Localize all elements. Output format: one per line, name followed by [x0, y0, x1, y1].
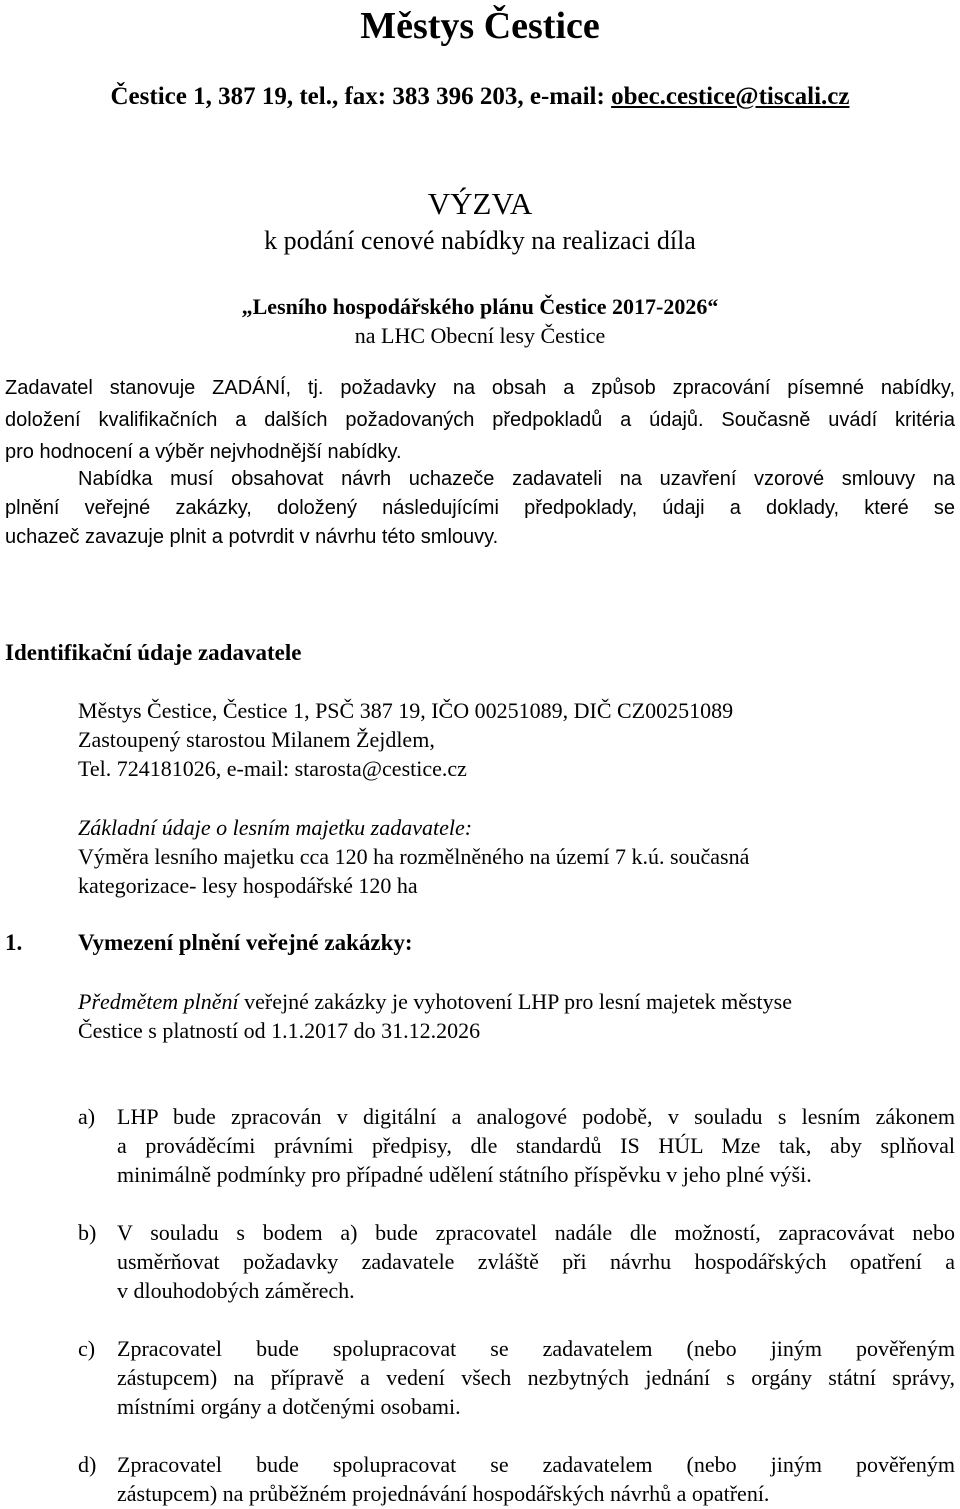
subject-label: Předmětem plnění: [78, 989, 239, 1014]
intro-p1-line-2: doložení kvalifikačních a dalších požadovaných předpokladů a údajů. Současně uvádí kritéria: [5, 409, 955, 431]
contact-text: Čestice 1, 387 19, tel., fax: 383 396 203, e-mail:: [110, 83, 612, 110]
section-heading: Vymezení plnění veřejné zakázky:: [78, 930, 413, 955]
item-c-line-2: zástupcem) na přípravě a vedení všech nezbytných jednání s orgány státní správy,: [117, 1365, 955, 1390]
forest-heading: Základní údaje o lesním majetku zadavatele:: [78, 815, 473, 840]
intro-p2-line-2: plnění veřejné zakázky, doložený následujícími předpoklady, údaji a doklady, které se: [5, 497, 955, 519]
subject-line-2: Čestice s platností od 1.1.2017 do 31.12.2026: [78, 1018, 481, 1043]
item-b-line-2: usměrňovat požadavky zadavatele zvláště při návrhu hospodářských opatření a: [117, 1249, 955, 1274]
item-c-marker: c): [78, 1336, 96, 1361]
item-b-marker: b): [78, 1220, 97, 1245]
intro-p2-line-1: Nabídka musí obsahovat návrh uchazeče zadavateli na uzavření vzorové smlouvy na: [78, 468, 955, 490]
item-c-line-1: Zpracovatel bude spolupracovat se zadavatelem (nebo jiným pověřeným: [117, 1336, 955, 1361]
subject-rest: veřejné zakázky je vyhotovení LHP pro lesní majetek městyse: [238, 989, 792, 1014]
project-location: na LHC Obecní lesy Čestice: [354, 323, 606, 348]
page-title: Městys Čestice: [360, 5, 600, 47]
intro-p1-line-1: Zadavatel stanovuje ZADÁNÍ, tj. požadavky na obsah a způsob zpracování písemné nabídky,: [5, 377, 955, 399]
intro-p1-line-3: pro hodnocení a výběr nejvhodnější nabídky.: [5, 441, 402, 463]
forest-line-1: Výměra lesního majetku cca 120 ha rozmělněného na území 7 k.ú. současná: [78, 844, 750, 869]
item-a-marker: a): [78, 1104, 96, 1129]
contact-email-link[interactable]: obec.cestice@tiscali.cz: [611, 83, 850, 110]
item-c-line-3: místními orgány a dotčenými osobami.: [117, 1394, 461, 1419]
item-a-line-2: a prováděcími právními předpisy, dle standardů IS HÚL Mze tak, aby splňoval: [117, 1133, 955, 1158]
call-heading: VÝZVA: [427, 186, 533, 221]
identification-heading: Identifikační údaje zadavatele: [5, 640, 302, 665]
item-b-line-3: v dlouhodobých záměrech.: [117, 1278, 355, 1303]
item-d-line-2: zástupcem) na průběžném projednávání hospodářských návrhů a opatření.: [117, 1481, 770, 1506]
intro-p2-line-3: uchazeč zavazuje plnit a potvrdit v návrhu této smlouvy.: [5, 526, 499, 548]
item-b-line-1: V souladu s bodem a) bude zpracovatel nadále dle možností, zapracovávat nebo: [117, 1220, 955, 1245]
call-subheading: k podání cenové nabídky na realizaci díla: [264, 226, 696, 255]
project-name: „Lesního hospodářského plánu Čestice 2017-2026“: [241, 294, 719, 319]
subject-line-1: [78, 989, 792, 1015]
forest-line-2: kategorizace- lesy hospodářské 120 ha: [78, 873, 418, 898]
contact-line: [0, 83, 960, 111]
item-d-marker: d): [78, 1452, 97, 1477]
identification-line-3: Tel. 724181026, e-mail: starosta@cestice.cz: [78, 756, 467, 781]
section-number: 1.: [5, 930, 23, 955]
identification-line-2: Zastoupený starostou Milanem Žejdlem,: [78, 727, 435, 752]
item-d-line-1: Zpracovatel bude spolupracovat se zadavatelem (nebo jiným pověřeným: [117, 1452, 955, 1477]
identification-line-1: Městys Čestice, Čestice 1, PSČ 387 19, IČO 00251089, DIČ CZ00251089: [78, 698, 734, 723]
item-a-line-1: LHP bude zpracován v digitální a analogové podobě, v souladu s lesním zákonem: [117, 1104, 955, 1129]
item-a-line-3: minimálně podmínky pro případné udělení státního příspěvku v jeho plné výši.: [117, 1162, 812, 1187]
